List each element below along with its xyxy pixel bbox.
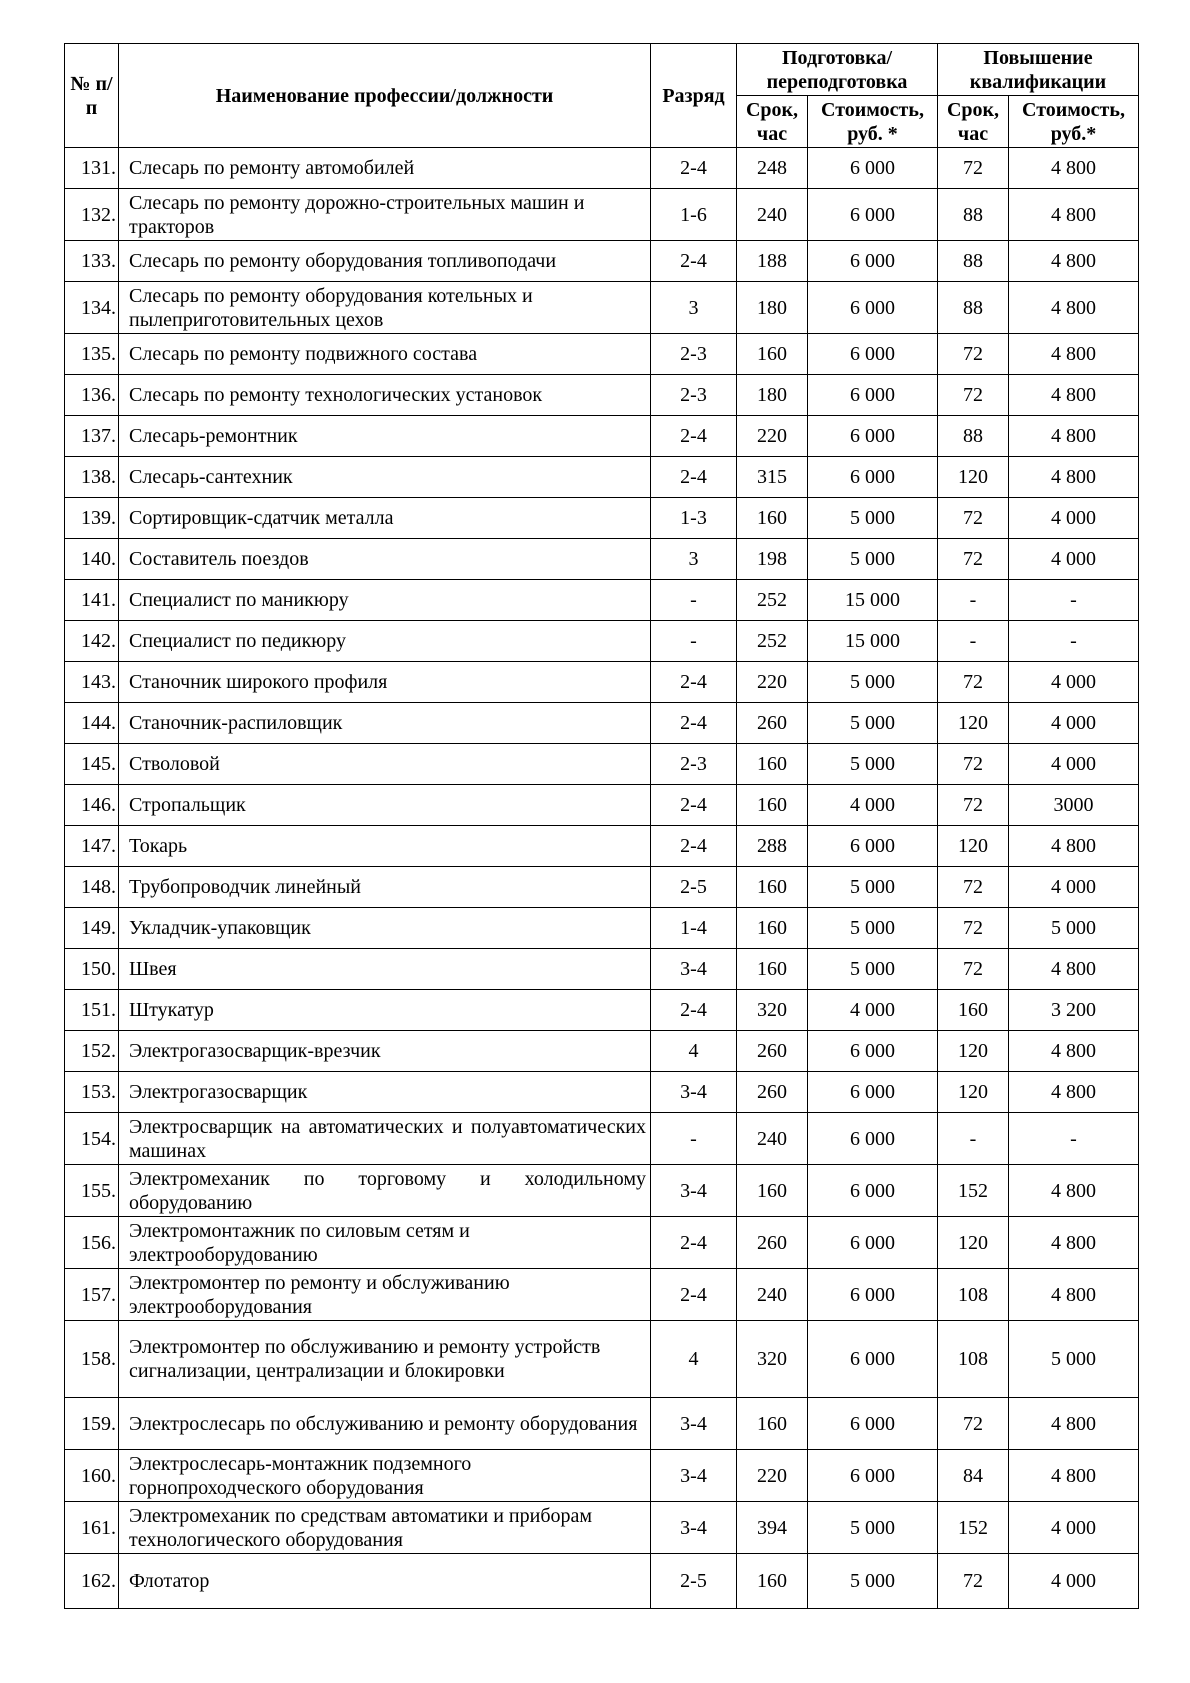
qual-cost: 4 000	[1009, 867, 1139, 908]
prep-hours: 220	[737, 1450, 808, 1502]
grade: 1-6	[651, 189, 737, 241]
profession-name: Электрогазосварщик	[119, 1072, 651, 1113]
prep-cost: 5 000	[808, 498, 938, 539]
profession-name: Слесарь по ремонту автомобилей	[119, 148, 651, 189]
prep-cost: 5 000	[808, 1554, 938, 1609]
profession-name: Швея	[119, 949, 651, 990]
table-row	[65, 1398, 1139, 1450]
grade: 4	[651, 1031, 737, 1072]
header-grade: Разряд	[651, 44, 737, 148]
prep-hours: 240	[737, 1113, 808, 1165]
table-row	[65, 1321, 1139, 1398]
qual-hours: 152	[938, 1502, 1009, 1554]
grade: 3-4	[651, 1165, 737, 1217]
grade: 2-4	[651, 990, 737, 1031]
prep-cost: 6 000	[808, 416, 938, 457]
row-number: 153.	[65, 1072, 119, 1113]
prep-cost: 15 000	[808, 580, 938, 621]
prep-cost: 4 000	[808, 785, 938, 826]
qual-hours: 120	[938, 703, 1009, 744]
table-row	[65, 457, 1139, 498]
qual-cost: 4 800	[1009, 416, 1139, 457]
qual-hours: -	[938, 580, 1009, 621]
prep-hours: 220	[737, 662, 808, 703]
prep-cost: 6 000	[808, 1269, 938, 1321]
profession-name: Электромонтажник по силовым сетям и электрооборудованию	[119, 1217, 651, 1269]
profession-name: Флотатор	[119, 1554, 651, 1609]
header-prep-cost: Стоимость, руб. *	[808, 96, 938, 148]
grade: 2-5	[651, 867, 737, 908]
profession-name: Слесарь-сантехник	[119, 457, 651, 498]
qual-hours: 72	[938, 498, 1009, 539]
prep-cost: 5 000	[808, 539, 938, 580]
qual-hours: 72	[938, 539, 1009, 580]
prep-cost: 5 000	[808, 949, 938, 990]
header-qual-term: Срок, час	[938, 96, 1009, 148]
profession-name: Электромонтер по ремонту и обслуживанию электрооборудования	[119, 1269, 651, 1321]
qual-hours: 72	[938, 949, 1009, 990]
row-number: 158.	[65, 1321, 119, 1398]
prep-cost: 6 000	[808, 282, 938, 334]
row-number: 132.	[65, 189, 119, 241]
profession-name: Слесарь по ремонту технологических установок	[119, 375, 651, 416]
document-page	[64, 43, 1138, 1609]
row-number: 155.	[65, 1165, 119, 1217]
qual-cost: 4 800	[1009, 375, 1139, 416]
table-row	[65, 826, 1139, 867]
qual-hours: 108	[938, 1321, 1009, 1398]
qual-hours: 108	[938, 1269, 1009, 1321]
qual-cost: 4 000	[1009, 1502, 1139, 1554]
prep-hours: 180	[737, 375, 808, 416]
qual-hours: 152	[938, 1165, 1009, 1217]
prep-cost: 6 000	[808, 1113, 938, 1165]
row-number: 147.	[65, 826, 119, 867]
prep-cost: 4 000	[808, 990, 938, 1031]
profession-name: Слесарь по ремонту оборудования котельных и пылеприготовительных цехов	[119, 282, 651, 334]
grade: 2-4	[651, 1269, 737, 1321]
table-row	[65, 1031, 1139, 1072]
prep-hours: 288	[737, 826, 808, 867]
row-number: 146.	[65, 785, 119, 826]
row-number: 135.	[65, 334, 119, 375]
grade: 2-3	[651, 744, 737, 785]
grade: 2-3	[651, 334, 737, 375]
grade: 3-4	[651, 949, 737, 990]
row-number: 134.	[65, 282, 119, 334]
profession-name: Электрогазосварщик-врезчик	[119, 1031, 651, 1072]
qual-hours: 84	[938, 1450, 1009, 1502]
qual-hours: 72	[938, 908, 1009, 949]
prep-cost: 5 000	[808, 662, 938, 703]
grade: 3-4	[651, 1502, 737, 1554]
qual-hours: 120	[938, 1031, 1009, 1072]
prep-cost: 5 000	[808, 1502, 938, 1554]
prep-hours: 160	[737, 1398, 808, 1450]
row-number: 144.	[65, 703, 119, 744]
header-prep-term: Срок, час	[737, 96, 808, 148]
profession-name: Стволовой	[119, 744, 651, 785]
table-body	[65, 148, 1139, 1609]
qual-cost: 4 800	[1009, 282, 1139, 334]
profession-name: Станочник широкого профиля	[119, 662, 651, 703]
grade: 3-4	[651, 1450, 737, 1502]
prep-hours: 252	[737, 580, 808, 621]
header-qual-cost: Стоимость, руб.*	[1009, 96, 1139, 148]
profession-name: Сортировщик-сдатчик металла	[119, 498, 651, 539]
row-number: 160.	[65, 1450, 119, 1502]
prep-hours: 180	[737, 282, 808, 334]
prep-cost: 6 000	[808, 148, 938, 189]
table-row	[65, 189, 1139, 241]
row-number: 142.	[65, 621, 119, 662]
grade: 4	[651, 1321, 737, 1398]
qual-cost: 4 800	[1009, 457, 1139, 498]
qual-cost: -	[1009, 1113, 1139, 1165]
table-row	[65, 375, 1139, 416]
prep-hours: 198	[737, 539, 808, 580]
prep-hours: 315	[737, 457, 808, 498]
table-row	[65, 1217, 1139, 1269]
qual-hours: 120	[938, 1217, 1009, 1269]
qual-hours: 72	[938, 1554, 1009, 1609]
table-row	[65, 1072, 1139, 1113]
grade: 2-4	[651, 457, 737, 498]
table-row	[65, 539, 1139, 580]
prep-cost: 5 000	[808, 703, 938, 744]
table-row	[65, 621, 1139, 662]
grade: 2-4	[651, 662, 737, 703]
prep-cost: 6 000	[808, 1217, 938, 1269]
profession-name: Специалист по педикюру	[119, 621, 651, 662]
qual-cost: 4 000	[1009, 703, 1139, 744]
grade: 2-5	[651, 1554, 737, 1609]
profession-name: Слесарь по ремонту подвижного состава	[119, 334, 651, 375]
table-row	[65, 498, 1139, 539]
prep-cost: 6 000	[808, 1398, 938, 1450]
prep-cost: 5 000	[808, 867, 938, 908]
qual-hours: -	[938, 1113, 1009, 1165]
prep-hours: 160	[737, 867, 808, 908]
prep-cost: 6 000	[808, 189, 938, 241]
prep-hours: 188	[737, 241, 808, 282]
prep-hours: 160	[737, 949, 808, 990]
qual-hours: 72	[938, 867, 1009, 908]
grade: 2-4	[651, 148, 737, 189]
row-number: 150.	[65, 949, 119, 990]
qual-cost: 4 000	[1009, 662, 1139, 703]
prep-hours: 394	[737, 1502, 808, 1554]
profession-name: Электрослесарь-монтажник подземного горнопроходческого оборудования	[119, 1450, 651, 1502]
qual-cost: 5 000	[1009, 1321, 1139, 1398]
qual-hours: 160	[938, 990, 1009, 1031]
grade: 2-4	[651, 785, 737, 826]
qual-cost: 4 800	[1009, 826, 1139, 867]
qual-hours: 72	[938, 662, 1009, 703]
qual-cost: 4 000	[1009, 1554, 1139, 1609]
table-row	[65, 241, 1139, 282]
grade: 1-4	[651, 908, 737, 949]
prep-cost: 6 000	[808, 241, 938, 282]
professions-table	[64, 43, 1139, 1609]
row-number: 137.	[65, 416, 119, 457]
qual-hours: 72	[938, 785, 1009, 826]
qual-hours: 72	[938, 744, 1009, 785]
table-row	[65, 1450, 1139, 1502]
table-row	[65, 990, 1139, 1031]
header-name: Наименование профессии/должности	[119, 44, 651, 148]
row-number: 140.	[65, 539, 119, 580]
table-row	[65, 1113, 1139, 1165]
row-number: 157.	[65, 1269, 119, 1321]
table-row	[65, 148, 1139, 189]
prep-cost: 6 000	[808, 1450, 938, 1502]
prep-hours: 248	[737, 148, 808, 189]
prep-hours: 260	[737, 1072, 808, 1113]
table-row	[65, 416, 1139, 457]
row-number: 133.	[65, 241, 119, 282]
grade: 2-4	[651, 416, 737, 457]
grade: 1-3	[651, 498, 737, 539]
row-number: 151.	[65, 990, 119, 1031]
qual-cost: -	[1009, 580, 1139, 621]
profession-name: Станочник-распиловщик	[119, 703, 651, 744]
profession-name: Штукатур	[119, 990, 651, 1031]
row-number: 152.	[65, 1031, 119, 1072]
prep-hours: 252	[737, 621, 808, 662]
profession-name: Укладчик-упаковщик	[119, 908, 651, 949]
prep-cost: 6 000	[808, 1031, 938, 1072]
prep-hours: 160	[737, 1554, 808, 1609]
prep-cost: 5 000	[808, 744, 938, 785]
prep-hours: 160	[737, 908, 808, 949]
row-number: 143.	[65, 662, 119, 703]
profession-name: Токарь	[119, 826, 651, 867]
profession-name: Слесарь по ремонту оборудования топливоподачи	[119, 241, 651, 282]
table-row	[65, 1269, 1139, 1321]
qual-cost: 4 000	[1009, 498, 1139, 539]
grade: 2-4	[651, 826, 737, 867]
qual-cost: 4 800	[1009, 1398, 1139, 1450]
row-number: 141.	[65, 580, 119, 621]
row-number: 149.	[65, 908, 119, 949]
qual-hours: 72	[938, 1398, 1009, 1450]
profession-name: Электромонтер по обслуживанию и ремонту устройств сигнализации, централизации и блокировки	[119, 1321, 651, 1398]
qual-cost: 4 800	[1009, 949, 1139, 990]
table-row	[65, 867, 1139, 908]
prep-hours: 160	[737, 498, 808, 539]
table-row	[65, 785, 1139, 826]
grade: 3	[651, 539, 737, 580]
row-number: 131.	[65, 148, 119, 189]
qual-cost: 4 800	[1009, 1217, 1139, 1269]
grade: 3	[651, 282, 737, 334]
prep-hours: 260	[737, 1217, 808, 1269]
table-row	[65, 908, 1139, 949]
prep-hours: 160	[737, 1165, 808, 1217]
table-row	[65, 949, 1139, 990]
prep-hours: 260	[737, 703, 808, 744]
qual-cost: 4 800	[1009, 1072, 1139, 1113]
row-number: 138.	[65, 457, 119, 498]
row-number: 159.	[65, 1398, 119, 1450]
profession-name: Электромеханик по торговому и холодильному оборудованию	[119, 1165, 651, 1217]
prep-hours: 240	[737, 1269, 808, 1321]
profession-name: Электрослесарь по обслуживанию и ремонту оборудования	[119, 1398, 651, 1450]
qual-cost: 5 000	[1009, 908, 1139, 949]
qual-hours: 88	[938, 241, 1009, 282]
qual-hours: 120	[938, 826, 1009, 867]
profession-name: Электромеханик по средствам автоматики и приборам технологического оборудования	[119, 1502, 651, 1554]
grade: 2-4	[651, 1217, 737, 1269]
prep-cost: 5 000	[808, 908, 938, 949]
table-row	[65, 1165, 1139, 1217]
profession-name: Электросварщик на автоматических и полуавтоматических машинах	[119, 1113, 651, 1165]
header-qual: Повышение квалификации	[938, 44, 1139, 96]
qual-cost: 4 800	[1009, 148, 1139, 189]
qual-cost: 4 000	[1009, 744, 1139, 785]
prep-cost: 6 000	[808, 1072, 938, 1113]
header-num: № п/п	[65, 44, 119, 148]
qual-hours: 88	[938, 416, 1009, 457]
profession-name: Специалист по маникюру	[119, 580, 651, 621]
qual-cost: 4 800	[1009, 1031, 1139, 1072]
qual-hours: 72	[938, 375, 1009, 416]
prep-hours: 220	[737, 416, 808, 457]
row-number: 162.	[65, 1554, 119, 1609]
qual-cost: 4 800	[1009, 1165, 1139, 1217]
qual-cost: 4 800	[1009, 189, 1139, 241]
grade: -	[651, 1113, 737, 1165]
table-row	[65, 334, 1139, 375]
qual-hours: 88	[938, 282, 1009, 334]
qual-hours: 72	[938, 334, 1009, 375]
qual-cost: 4 800	[1009, 241, 1139, 282]
table-row	[65, 282, 1139, 334]
prep-cost: 6 000	[808, 1321, 938, 1398]
qual-hours: 88	[938, 189, 1009, 241]
prep-cost: 6 000	[808, 826, 938, 867]
grade: 2-4	[651, 703, 737, 744]
grade: 3-4	[651, 1072, 737, 1113]
prep-cost: 15 000	[808, 621, 938, 662]
table-row	[65, 580, 1139, 621]
row-number: 161.	[65, 1502, 119, 1554]
profession-name: Слесарь по ремонту дорожно-строительных машин и тракторов	[119, 189, 651, 241]
table-row	[65, 744, 1139, 785]
qual-cost: -	[1009, 621, 1139, 662]
profession-name: Слесарь-ремонтник	[119, 416, 651, 457]
header-prep: Подготовка/ переподготовка	[737, 44, 938, 96]
table-header	[65, 44, 1139, 148]
table-row	[65, 1502, 1139, 1554]
grade: 2-3	[651, 375, 737, 416]
qual-hours: 120	[938, 457, 1009, 498]
qual-hours: 72	[938, 148, 1009, 189]
row-number: 139.	[65, 498, 119, 539]
qual-cost: 4 800	[1009, 334, 1139, 375]
qual-cost: 4 800	[1009, 1450, 1139, 1502]
table-row	[65, 662, 1139, 703]
grade: 2-4	[651, 241, 737, 282]
qual-hours: 120	[938, 1072, 1009, 1113]
prep-hours: 260	[737, 1031, 808, 1072]
row-number: 148.	[65, 867, 119, 908]
row-number: 136.	[65, 375, 119, 416]
row-number: 145.	[65, 744, 119, 785]
qual-cost: 3000	[1009, 785, 1139, 826]
prep-cost: 6 000	[808, 334, 938, 375]
qual-cost: 4 000	[1009, 539, 1139, 580]
prep-hours: 160	[737, 744, 808, 785]
profession-name: Стропальщик	[119, 785, 651, 826]
prep-cost: 6 000	[808, 1165, 938, 1217]
row-number: 154.	[65, 1113, 119, 1165]
grade: -	[651, 580, 737, 621]
prep-cost: 6 000	[808, 457, 938, 498]
grade: -	[651, 621, 737, 662]
row-number: 156.	[65, 1217, 119, 1269]
table-row	[65, 703, 1139, 744]
grade: 3-4	[651, 1398, 737, 1450]
qual-cost: 3 200	[1009, 990, 1139, 1031]
prep-cost: 6 000	[808, 375, 938, 416]
prep-hours: 320	[737, 990, 808, 1031]
prep-hours: 240	[737, 189, 808, 241]
prep-hours: 160	[737, 334, 808, 375]
qual-hours: -	[938, 621, 1009, 662]
prep-hours: 160	[737, 785, 808, 826]
qual-cost: 4 800	[1009, 1269, 1139, 1321]
profession-name: Трубопроводчик линейный	[119, 867, 651, 908]
prep-hours: 320	[737, 1321, 808, 1398]
profession-name: Составитель поездов	[119, 539, 651, 580]
table-row	[65, 1554, 1139, 1609]
